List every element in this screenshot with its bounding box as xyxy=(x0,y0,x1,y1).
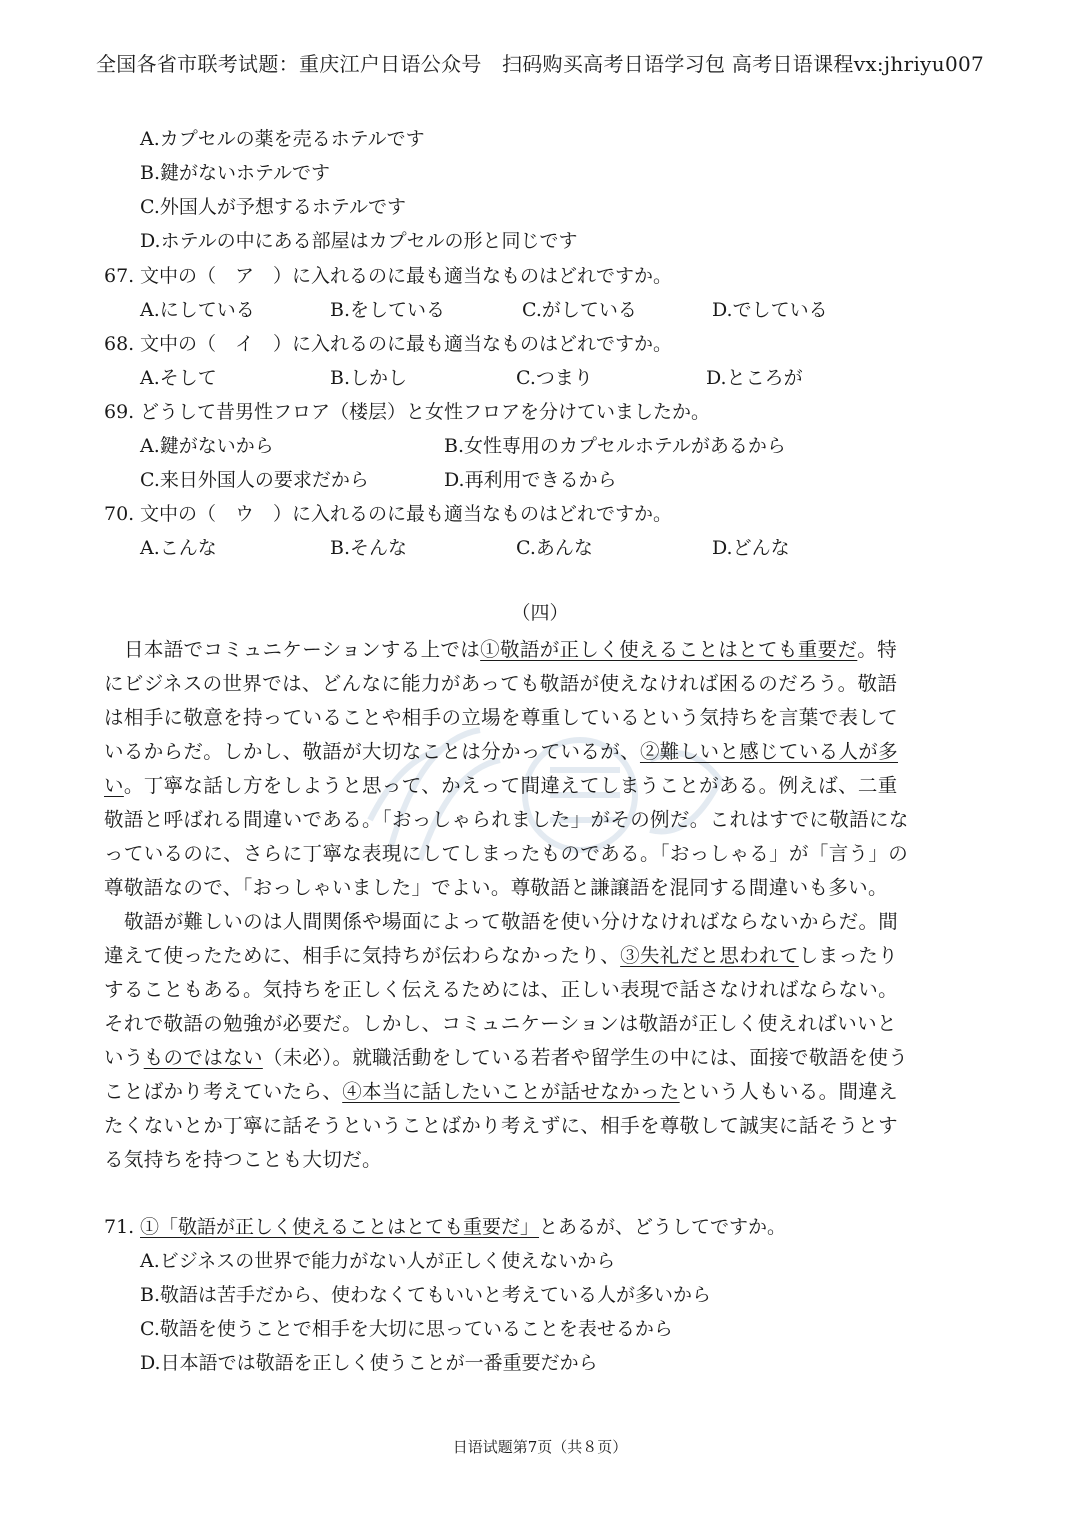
passage-line-12: それで敬語の勉強が必要だ。しかし、コミュニケーションは敬語が正しく使えればいいと xyxy=(104,1012,897,1035)
q67-option-d: D.でしている xyxy=(712,299,828,321)
q70-number: 70. xyxy=(104,503,135,525)
q71-option-c: C.敬語を使うことで相手を大切に思っていることを表せるから xyxy=(140,1318,673,1340)
passage-line-11: することもある。気持ちを正しく伝えるためには、正しい表現で話さなければならない。 xyxy=(104,978,899,1001)
q70-option-a: A.こんな xyxy=(140,537,217,559)
q67-text: 文中の（ ア ）に入れるのに最も適当なものはどれですか。 xyxy=(140,265,673,287)
q70-option-c: C.あんな xyxy=(516,537,593,559)
passage-text: 違えて使ったために、相手に気持ちが伝わらなかったり、 xyxy=(104,944,621,967)
q71-quoted-phrase: ①「敬語が正しく使えることはとても重要だ」 xyxy=(140,1216,540,1238)
q68-option-d: D.ところが xyxy=(706,367,803,389)
passage-text: という人もいる。間違え xyxy=(679,1080,899,1103)
passage-line-9 xyxy=(104,905,976,939)
passage-line-4 xyxy=(104,735,976,769)
underlined-phrase-5: ものではない xyxy=(143,1046,263,1069)
q71-option-d: D.日本語では敬語を正しく使うことが一番重要だから xyxy=(140,1352,598,1374)
underlined-phrase-4: ④本当に話したいことが話せなかった xyxy=(342,1080,680,1103)
q67-option-a: A.にしている xyxy=(140,299,255,321)
passage-line-8: 尊敬語なので、「おっしゃいました」でよい。尊敬語と謙譲語を混同する間違いも多い。 xyxy=(104,876,888,899)
q66-option-a: A.カプセルの薬を売るホテルです xyxy=(140,128,425,150)
q68-option-b: B.しかし xyxy=(330,367,408,389)
q69-option-c: C.来日外国人の要求だから xyxy=(140,469,369,491)
passage-line-16: る気持ちを持つことも大切だ。 xyxy=(104,1148,382,1171)
underlined-phrase-2-end: い xyxy=(104,774,124,797)
q67-number: 67. xyxy=(104,265,135,287)
q66-option-c: C.外国人が予想するホテルです xyxy=(140,196,406,218)
q69-number: 69. xyxy=(104,401,135,423)
passage-line-14 xyxy=(104,1075,976,1109)
q71-option-a: A.ビジネスの世界で能力がない人が正しく使えないから xyxy=(140,1250,616,1272)
page-header: 全国各省市联考试题：重庆江户日语公众号 扫码购买高考日语学习包 高考日语课程vx:jhriyu007 xyxy=(95,52,985,76)
q71-option-b: B.敬語は苦手だから、使わなくてもいいと考えている人が多いから xyxy=(140,1284,712,1306)
passage-line-1 xyxy=(104,633,976,667)
section-title: （四） xyxy=(511,602,569,624)
q69-option-d: D.再利用できるから xyxy=(444,469,617,491)
passage-text: ことばかり考えていたら、 xyxy=(104,1080,343,1103)
q68-option-c: C.つまり xyxy=(516,367,593,389)
q70-text: 文中の（ ウ ）に入れるのに最も適当なものはどれですか。 xyxy=(140,503,673,525)
passage-line-2: にビジネスの世界では、どんなに能力があっても敬語が使えなければ困るのだろう。敬語 xyxy=(104,672,898,695)
passage-line-10 xyxy=(104,939,976,973)
passage-line-5 xyxy=(104,769,976,803)
passage-text: 日本語でコミュニケーションする上では xyxy=(124,638,481,661)
underlined-phrase-3: ③失礼だと思われて xyxy=(620,944,799,967)
q69-option-a: A.鍵がないから xyxy=(140,435,274,457)
passage-line-15: たくないとか丁寧に話そうということばかり考えずに、相手を尊敬して誠実に話そうとす xyxy=(104,1114,899,1137)
q67-option-c: C.がしている xyxy=(522,299,637,321)
q70-option-b: B.そんな xyxy=(330,537,408,559)
q71-text xyxy=(140,1212,786,1242)
passage-line-3: は相手に敬意を持っていることや相手の立場を尊重しているという気持ちを言葉で表して xyxy=(104,706,899,729)
q66-option-d: D.ホテルの中にある部屋はカプセルの形と同じです xyxy=(140,230,578,252)
q67-option-b: B.をしている xyxy=(330,299,446,321)
q66-option-b: B.鍵がないホテルです xyxy=(140,162,331,184)
underlined-phrase-1: ①敬語が正しく使えることはとても重要だ xyxy=(480,638,858,661)
passage-line-13 xyxy=(104,1041,976,1075)
passage-line-6: 敬語と呼ばれる間違いである。「おっしゃられました」がその例だ。これはすでに敬語にな xyxy=(104,808,909,831)
passage-text: いう xyxy=(104,1046,144,1069)
q71-number: 71. xyxy=(104,1216,135,1238)
underlined-phrase-2: ②難しいと感じている人が多 xyxy=(639,740,899,763)
q68-text: 文中の（ イ ）に入れるのに最も適当なものはどれですか。 xyxy=(140,333,673,355)
q68-number: 68. xyxy=(104,333,135,355)
q69-text: どうして昔男性フロア（楼层）と女性フロアを分けていましたか。 xyxy=(140,401,711,423)
q69-option-b: B.女性専用のカプセルホテルがあるから xyxy=(444,435,786,457)
q68-option-a: A.そして xyxy=(140,367,217,389)
q70-option-d: D.どんな xyxy=(712,537,790,559)
passage-text: いるからだ。しかし、敬語が大切なことは分かっているが、 xyxy=(104,740,640,763)
passage-line-7: っているのに、さらに丁寧な表現にしてしまったものである。「おっしゃる」が「言う」の xyxy=(104,842,909,865)
page-footer: 日语试题第7页（共８页） xyxy=(452,1438,628,1456)
passage-text: 敬語が難しいのは人間関係や場面によって敬語を使い分けなければならないからだ。間 xyxy=(124,910,899,933)
q71-question: とあるが、どうしてですか。 xyxy=(539,1216,787,1238)
passage-text: 。特 xyxy=(857,638,897,661)
passage-text: しまったり xyxy=(798,944,899,967)
passage-text: 。丁寧な話し方をしようと思って、かえって間違えてしまうことがある。例えば、二重 xyxy=(123,774,898,797)
passage-text: （未必）。就職活動をしている若者や留学生の中には、面接で敬語を使う xyxy=(262,1046,909,1069)
